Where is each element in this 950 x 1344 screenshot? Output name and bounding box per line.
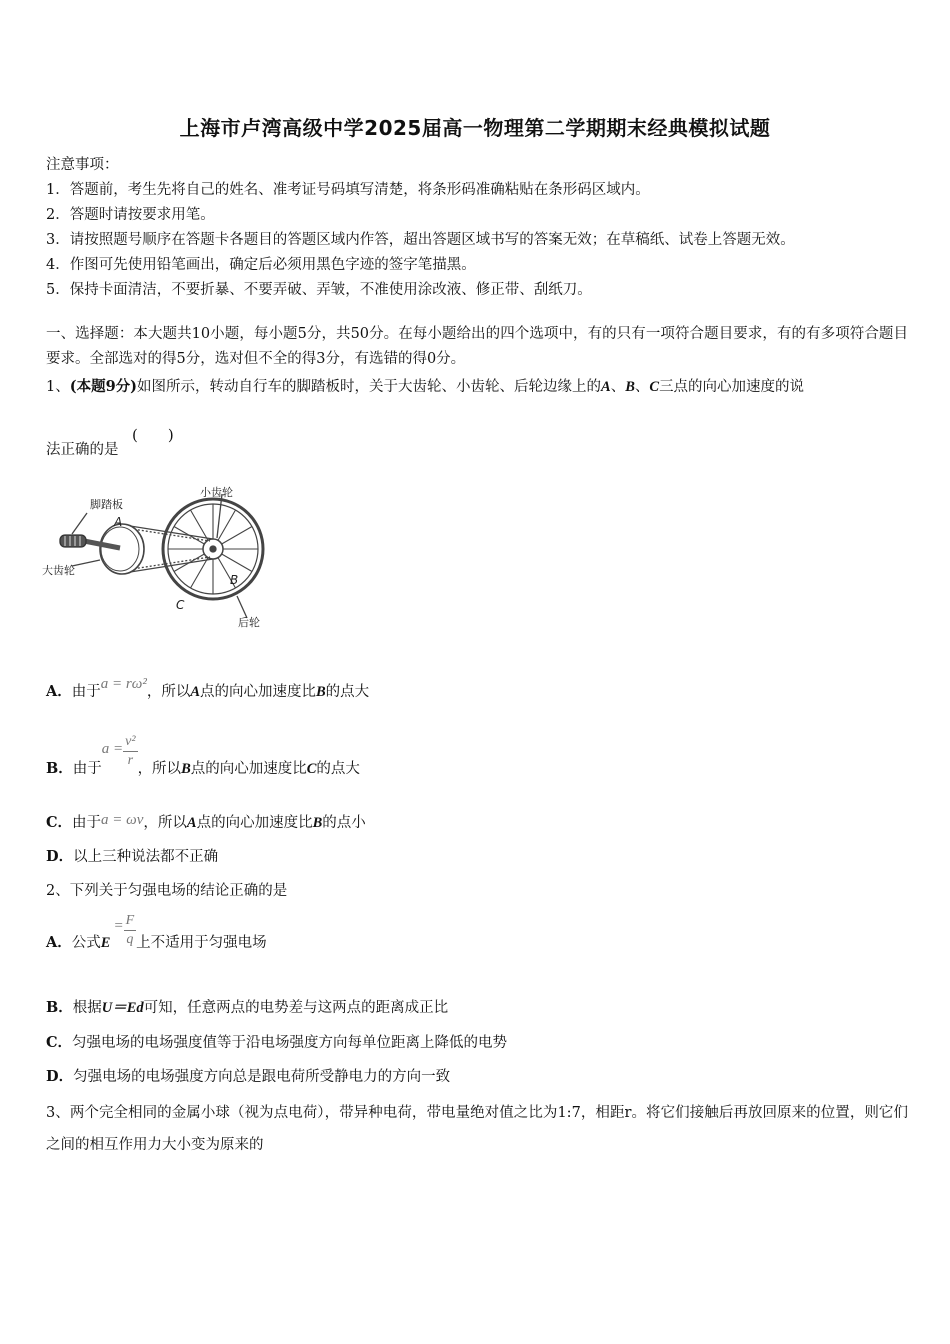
q1-option-d bbox=[46, 845, 218, 866]
bicycle-figure bbox=[42, 478, 282, 636]
option-text: ，所以 bbox=[137, 760, 182, 777]
option-text: 点的向心加速度比 bbox=[196, 815, 313, 831]
notice-item: 2．答题时请按要求用笔。 bbox=[46, 207, 215, 223]
point-ref: B bbox=[181, 760, 191, 777]
formula: a = ωv bbox=[101, 811, 144, 828]
sep: 、 bbox=[634, 379, 650, 395]
label-big-gear: 大齿轮 bbox=[42, 564, 75, 577]
point-ref: B bbox=[316, 684, 326, 700]
notice-item: 5．保持卡面清洁，不要折暴、不要弄破、弄皱，不准使用涂改液、修正带、刮纸刀。 bbox=[46, 282, 592, 298]
label-small-gear: 小齿轮 bbox=[200, 486, 233, 499]
q2-option-c bbox=[46, 1031, 507, 1052]
notice-item: 1．答题前，考生先将自己的姓名、准考证号码填写清楚，将条形码准确粘贴在条形码区域内。 bbox=[46, 182, 650, 198]
option-text: ，所以 bbox=[146, 684, 191, 700]
q1-text-b: 三点的向心加速度的说 bbox=[659, 379, 805, 395]
label-pedal: 脚踏板 bbox=[90, 498, 123, 511]
option-text: 的点大 bbox=[316, 760, 360, 777]
option-text: 上不适用于匀强电场 bbox=[136, 934, 267, 951]
option-label: B． bbox=[46, 999, 73, 1016]
formula: U＝Ed bbox=[101, 1000, 144, 1016]
q3-stem: 3、两个完全相同的金属小球（视为点电荷），带异种电荷，带电量绝对值之比为1:7，相距r。将它们接触后再放回原来的位置，则它们之间的相互作用力大小变为原来的 bbox=[46, 1105, 908, 1153]
formula-lhs: a = bbox=[101, 741, 124, 757]
point-b: B bbox=[625, 379, 635, 395]
fraction bbox=[124, 912, 137, 949]
point-ref: A bbox=[190, 684, 200, 700]
option-text: 匀强电场的电场强度值等于沿电场强度方向每单位距离上降低的电势 bbox=[72, 1035, 508, 1051]
q1-prefix: 1、 bbox=[46, 379, 70, 395]
option-text: 的点小 bbox=[322, 815, 366, 831]
q1-text-a: 如图所示，转动自行车的脚踏板时，关于大齿轮、小齿轮、后轮边缘上的 bbox=[137, 379, 602, 395]
numerator: F bbox=[124, 912, 137, 931]
pedal bbox=[60, 535, 86, 547]
point-c: C bbox=[649, 379, 660, 395]
page-title: 上海市卢湾高级中学2025届高一物理第二学期期末经典模拟试题 bbox=[179, 116, 771, 140]
option-text: 由于 bbox=[71, 684, 101, 700]
option-text: 可知，任意两点的电势差与这两点的距离成正比 bbox=[143, 1000, 449, 1016]
point-ref: C bbox=[306, 760, 317, 777]
notice-item: 3．请按照题号顺序在答题卡各题目的答题区域内作答，超出答题区域书写的答案无效；在草稿纸、试卷上答题无效。 bbox=[46, 232, 795, 248]
option-text: 以上三种说法都不正确 bbox=[73, 849, 219, 865]
notice-item: 4．作图可先使用铅笔画出，确定后必须用黑色字迹的签字笔描黑。 bbox=[46, 257, 476, 273]
sep: 、 bbox=[610, 379, 626, 395]
q1-stem bbox=[46, 375, 804, 396]
q2-option-d bbox=[46, 1065, 450, 1086]
formula: a = rω² bbox=[100, 675, 147, 692]
q1-text-c: 法正确的是 bbox=[46, 442, 119, 458]
option-label: D． bbox=[46, 1068, 74, 1085]
option-text: 公式 bbox=[71, 934, 101, 951]
point-a: A bbox=[601, 379, 611, 395]
option-label: B． bbox=[46, 759, 73, 777]
big-gear bbox=[100, 524, 144, 574]
point-ref: A bbox=[186, 815, 197, 831]
numerator: v² bbox=[123, 733, 137, 752]
option-text: 根据 bbox=[72, 1000, 102, 1016]
q2-stem: 2、下列关于匀强电场的结论正确的是 bbox=[46, 883, 288, 899]
notice-heading: 注意事项： bbox=[46, 157, 119, 173]
q2-option-a bbox=[46, 912, 267, 949]
option-label: A． bbox=[46, 683, 72, 700]
option-text: ，所以 bbox=[143, 815, 187, 831]
equals: = bbox=[113, 918, 124, 934]
option-text: 由于 bbox=[72, 760, 102, 777]
label-point-b: B bbox=[230, 573, 239, 587]
section-intro: 一、选择题：本大题共10小题，每小题5分，共50分。在每小题给出的四个选项中，有的只有一项符合题目要求，有的有多项符合题目要求。全部选对的得5分，选对但不全的得3分，有选错的得0分。 bbox=[46, 326, 908, 367]
denominator: r bbox=[127, 753, 134, 768]
variable: E bbox=[100, 934, 111, 951]
option-label: C． bbox=[46, 1034, 73, 1051]
q1-score: (本题9分) bbox=[69, 378, 138, 395]
fraction bbox=[123, 733, 137, 770]
option-text: 由于 bbox=[72, 815, 102, 831]
option-label: A． bbox=[46, 933, 72, 951]
label-rear-wheel: 后轮 bbox=[238, 616, 260, 629]
denominator: q bbox=[126, 932, 134, 947]
option-text: 的点大 bbox=[325, 684, 370, 700]
q1-option-b bbox=[46, 733, 360, 777]
label-point-a: A bbox=[114, 515, 123, 529]
option-text: 点的向心加速度比 bbox=[190, 760, 307, 777]
q2-option-b bbox=[46, 996, 448, 1017]
q1-option-a bbox=[46, 675, 370, 701]
label-point-c: C bbox=[176, 598, 185, 612]
point-ref: B bbox=[312, 815, 323, 831]
option-text: 点的向心加速度比 bbox=[200, 684, 316, 700]
q1-option-c bbox=[46, 811, 366, 832]
option-label: C． bbox=[46, 814, 73, 831]
option-label: D． bbox=[46, 848, 74, 865]
answer-paren: ( ) bbox=[132, 426, 174, 444]
option-text: 匀强电场的电场强度方向总是跟电荷所受静电力的方向一致 bbox=[73, 1069, 451, 1085]
